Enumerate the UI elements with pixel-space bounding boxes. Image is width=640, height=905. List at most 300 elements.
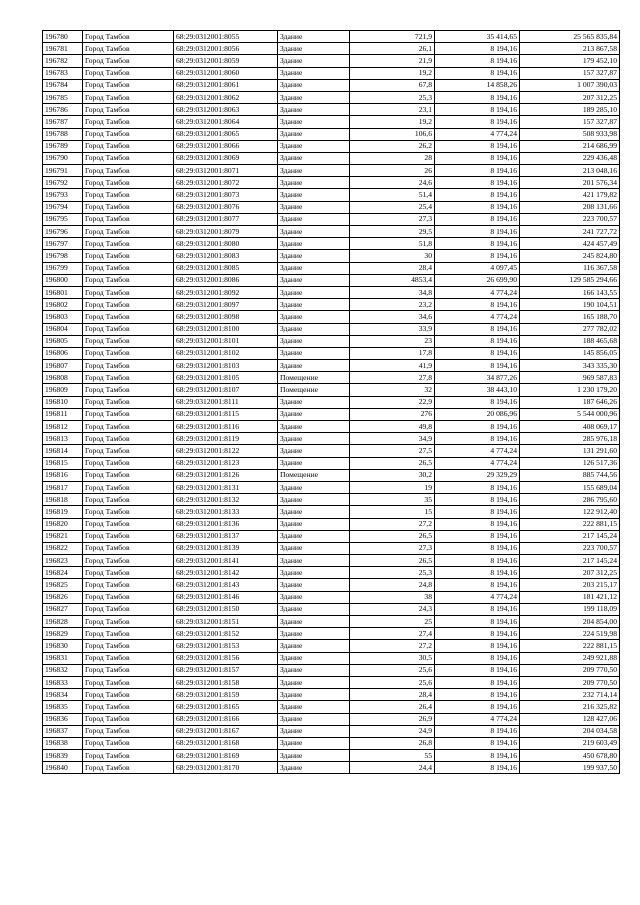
cadastral-number-cell: 68:29:0312001:8065 <box>174 128 278 140</box>
object-type-cell: Здание <box>278 91 350 103</box>
table-row <box>43 396 620 408</box>
cadastral-value-cell: 508 933,98 <box>520 128 620 140</box>
object-type-cell: Здание <box>278 140 350 152</box>
table-row <box>43 652 620 664</box>
area-cell: 26 <box>350 165 435 177</box>
area-cell: 17,8 <box>350 347 435 359</box>
object-type-cell: Здание <box>278 433 350 445</box>
cadastral-value-cell: 25 565 835,84 <box>520 31 620 43</box>
cadastral-value-cell: 129 585 294,66 <box>520 274 620 286</box>
specific-value-cell: 8 194,16 <box>435 104 520 116</box>
cadastral-value-cell: 187 646,26 <box>520 396 620 408</box>
row-id-cell: 196808 <box>43 372 83 384</box>
table-row <box>43 664 620 676</box>
cadastral-value-cell: 223 700,57 <box>520 213 620 225</box>
specific-value-cell: 8 194,16 <box>435 177 520 189</box>
municipality-cell: Город Тамбов <box>83 628 174 640</box>
municipality-cell: Город Тамбов <box>83 189 174 201</box>
municipality-cell: Город Тамбов <box>83 274 174 286</box>
cadastral-number-cell: 68:29:0312001:8122 <box>174 445 278 457</box>
object-type-cell: Здание <box>278 689 350 701</box>
cadastral-value-cell: 969 587,83 <box>520 372 620 384</box>
row-id-cell: 196840 <box>43 762 83 774</box>
object-type-cell: Здание <box>278 701 350 713</box>
municipality-cell: Город Тамбов <box>83 591 174 603</box>
row-id-cell: 196834 <box>43 689 83 701</box>
cadastral-value-cell: 217 145,24 <box>520 555 620 567</box>
row-id-cell: 196782 <box>43 55 83 67</box>
specific-value-cell: 8 194,16 <box>435 152 520 164</box>
municipality-cell: Город Тамбов <box>83 55 174 67</box>
cadastral-number-cell: 68:29:0312001:8102 <box>174 347 278 359</box>
table-row <box>43 421 620 433</box>
municipality-cell: Город Тамбов <box>83 603 174 615</box>
row-id-cell: 196816 <box>43 469 83 481</box>
specific-value-cell: 8 194,16 <box>435 689 520 701</box>
object-type-cell: Здание <box>278 579 350 591</box>
cadastral-value-cell: 214 686,99 <box>520 140 620 152</box>
cadastral-number-cell: 68:29:0312001:8169 <box>174 750 278 762</box>
area-cell: 25,3 <box>350 567 435 579</box>
cadastral-number-cell: 68:29:0312001:8123 <box>174 457 278 469</box>
row-id-cell: 196827 <box>43 603 83 615</box>
table-row <box>43 591 620 603</box>
object-type-cell: Здание <box>278 567 350 579</box>
row-id-cell: 196799 <box>43 262 83 274</box>
object-type-cell: Здание <box>278 250 350 262</box>
row-id-cell: 196787 <box>43 116 83 128</box>
municipality-cell: Город Тамбов <box>83 701 174 713</box>
cadastral-value-cell: 157 327,87 <box>520 116 620 128</box>
object-type-cell: Здание <box>278 640 350 652</box>
table-row <box>43 274 620 286</box>
cadastral-number-cell: 68:29:0312001:8061 <box>174 79 278 91</box>
area-cell: 25,3 <box>350 91 435 103</box>
table-body <box>43 31 620 774</box>
specific-value-cell: 8 194,16 <box>435 579 520 591</box>
object-type-cell: Здание <box>278 408 350 420</box>
table-row <box>43 713 620 725</box>
specific-value-cell: 8 194,16 <box>435 555 520 567</box>
specific-value-cell: 4 774,24 <box>435 311 520 323</box>
object-type-cell: Здание <box>278 421 350 433</box>
cadastral-value-cell: 421 179,82 <box>520 189 620 201</box>
object-type-cell: Здание <box>278 31 350 43</box>
specific-value-cell: 8 194,16 <box>435 762 520 774</box>
cadastral-number-cell: 68:29:0312001:8072 <box>174 177 278 189</box>
area-cell: 4853,4 <box>350 274 435 286</box>
row-id-cell: 196823 <box>43 555 83 567</box>
cadastral-number-cell: 68:29:0312001:8116 <box>174 421 278 433</box>
cadastral-value-cell: 155 689,04 <box>520 481 620 493</box>
area-cell: 26,4 <box>350 701 435 713</box>
specific-value-cell: 8 194,16 <box>435 250 520 262</box>
cadastral-value-cell: 5 544 000,96 <box>520 408 620 420</box>
row-id-cell: 196824 <box>43 567 83 579</box>
cadastral-number-cell: 68:29:0312001:8150 <box>174 603 278 615</box>
specific-value-cell: 35 414,65 <box>435 31 520 43</box>
table-row <box>43 91 620 103</box>
cadastral-number-cell: 68:29:0312001:8157 <box>174 664 278 676</box>
cadastral-number-cell: 68:29:0312001:8060 <box>174 67 278 79</box>
cadastral-number-cell: 68:29:0312001:8115 <box>174 408 278 420</box>
specific-value-cell: 8 194,16 <box>435 165 520 177</box>
cadastral-value-cell: 241 727,72 <box>520 226 620 238</box>
table-row <box>43 457 620 469</box>
cadastral-value-cell: 223 700,57 <box>520 542 620 554</box>
row-id-cell: 196828 <box>43 616 83 628</box>
table-row <box>43 737 620 749</box>
cadastral-value-cell: 450 678,80 <box>520 750 620 762</box>
specific-value-cell: 4 097,45 <box>435 262 520 274</box>
row-id-cell: 196785 <box>43 91 83 103</box>
area-cell: 25,6 <box>350 676 435 688</box>
municipality-cell: Город Тамбов <box>83 165 174 177</box>
area-cell: 27,5 <box>350 445 435 457</box>
cadastral-value-cell: 229 436,48 <box>520 152 620 164</box>
cadastral-value-cell: 209 770,50 <box>520 676 620 688</box>
cadastral-number-cell: 68:29:0312001:8066 <box>174 140 278 152</box>
cadastral-value-cell: 424 457,49 <box>520 238 620 250</box>
table-row <box>43 140 620 152</box>
cadastral-number-cell: 68:29:0312001:8146 <box>174 591 278 603</box>
cadastral-number-cell: 68:29:0312001:8063 <box>174 104 278 116</box>
municipality-cell: Город Тамбов <box>83 737 174 749</box>
municipality-cell: Город Тамбов <box>83 226 174 238</box>
row-id-cell: 196817 <box>43 481 83 493</box>
municipality-cell: Город Тамбов <box>83 128 174 140</box>
area-cell: 23,1 <box>350 104 435 116</box>
row-id-cell: 196786 <box>43 104 83 116</box>
object-type-cell: Здание <box>278 481 350 493</box>
cadastral-number-cell: 68:29:0312001:8168 <box>174 737 278 749</box>
municipality-cell: Город Тамбов <box>83 469 174 481</box>
municipality-cell: Город Тамбов <box>83 201 174 213</box>
municipality-cell: Город Тамбов <box>83 311 174 323</box>
cadastral-value-cell: 277 782,02 <box>520 323 620 335</box>
area-cell: 26,5 <box>350 530 435 542</box>
object-type-cell: Здание <box>278 676 350 688</box>
table-row <box>43 238 620 250</box>
row-id-cell: 196788 <box>43 128 83 140</box>
specific-value-cell: 8 194,16 <box>435 421 520 433</box>
table-row <box>43 433 620 445</box>
specific-value-cell: 8 194,16 <box>435 226 520 238</box>
area-cell: 19,2 <box>350 116 435 128</box>
cadastral-value-cell: 222 881,15 <box>520 640 620 652</box>
area-cell: 27,4 <box>350 628 435 640</box>
municipality-cell: Город Тамбов <box>83 347 174 359</box>
object-type-cell: Здание <box>278 311 350 323</box>
cadastral-value-cell: 209 770,50 <box>520 664 620 676</box>
cadastral-number-cell: 68:29:0312001:8101 <box>174 335 278 347</box>
object-type-cell: Здание <box>278 506 350 518</box>
area-cell: 22,9 <box>350 396 435 408</box>
municipality-cell: Город Тамбов <box>83 384 174 396</box>
cadastral-value-cell: 179 452,10 <box>520 55 620 67</box>
specific-value-cell: 4 774,24 <box>435 445 520 457</box>
row-id-cell: 196809 <box>43 384 83 396</box>
area-cell: 55 <box>350 750 435 762</box>
cadastral-value-cell: 122 912,40 <box>520 506 620 518</box>
specific-value-cell: 8 194,16 <box>435 664 520 676</box>
cadastral-number-cell: 68:29:0312001:8139 <box>174 542 278 554</box>
table-row <box>43 213 620 225</box>
table-row <box>43 43 620 55</box>
specific-value-cell: 26 699,90 <box>435 274 520 286</box>
specific-value-cell: 8 194,16 <box>435 603 520 615</box>
municipality-cell: Город Тамбов <box>83 360 174 372</box>
area-cell: 51,4 <box>350 189 435 201</box>
row-id-cell: 196783 <box>43 67 83 79</box>
municipality-cell: Город Тамбов <box>83 555 174 567</box>
table-row <box>43 335 620 347</box>
area-cell: 24,6 <box>350 177 435 189</box>
municipality-cell: Город Тамбов <box>83 262 174 274</box>
area-cell: 27,3 <box>350 542 435 554</box>
cadastral-number-cell: 68:29:0312001:8165 <box>174 701 278 713</box>
specific-value-cell: 8 194,16 <box>435 518 520 530</box>
cadastral-number-cell: 68:29:0312001:8085 <box>174 262 278 274</box>
specific-value-cell: 8 194,16 <box>435 238 520 250</box>
cadastral-value-cell: 408 069,17 <box>520 421 620 433</box>
cadastral-number-cell: 68:29:0312001:8055 <box>174 31 278 43</box>
cadastral-number-cell: 68:29:0312001:8166 <box>174 713 278 725</box>
area-cell: 30 <box>350 250 435 262</box>
cadastral-value-cell: 1 007 390,03 <box>520 79 620 91</box>
row-id-cell: 196819 <box>43 506 83 518</box>
table-row <box>43 165 620 177</box>
cadastral-value-cell: 207 312,25 <box>520 91 620 103</box>
area-cell: 21,9 <box>350 55 435 67</box>
cadastral-value-cell: 190 104,51 <box>520 299 620 311</box>
area-cell: 38 <box>350 591 435 603</box>
row-id-cell: 196818 <box>43 494 83 506</box>
cadastral-number-cell: 68:29:0312001:8170 <box>174 762 278 774</box>
cadastral-number-cell: 68:29:0312001:8119 <box>174 433 278 445</box>
cadastral-number-cell: 68:29:0312001:8079 <box>174 226 278 238</box>
object-type-cell: Здание <box>278 445 350 457</box>
table-row <box>43 518 620 530</box>
specific-value-cell: 8 194,16 <box>435 530 520 542</box>
cadastral-number-cell: 68:29:0312001:8069 <box>174 152 278 164</box>
area-cell: 33,9 <box>350 323 435 335</box>
table-row <box>43 506 620 518</box>
object-type-cell: Помещение <box>278 384 350 396</box>
row-id-cell: 196790 <box>43 152 83 164</box>
object-type-cell: Здание <box>278 128 350 140</box>
object-type-cell: Здание <box>278 628 350 640</box>
object-type-cell: Здание <box>278 762 350 774</box>
object-type-cell: Здание <box>278 79 350 91</box>
cadastral-value-cell: 189 285,10 <box>520 104 620 116</box>
cadastral-number-cell: 68:29:0312001:8086 <box>174 274 278 286</box>
area-cell: 23 <box>350 335 435 347</box>
specific-value-cell: 4 774,24 <box>435 128 520 140</box>
area-cell: 28 <box>350 152 435 164</box>
cadastral-number-cell: 68:29:0312001:8132 <box>174 494 278 506</box>
table-row <box>43 299 620 311</box>
municipality-cell: Город Тамбов <box>83 664 174 676</box>
specific-value-cell: 8 194,16 <box>435 433 520 445</box>
municipality-cell: Город Тамбов <box>83 299 174 311</box>
area-cell: 721,9 <box>350 31 435 43</box>
row-id-cell: 196825 <box>43 579 83 591</box>
specific-value-cell: 29 329,29 <box>435 469 520 481</box>
table-row <box>43 116 620 128</box>
row-id-cell: 196810 <box>43 396 83 408</box>
row-id-cell: 196780 <box>43 31 83 43</box>
table-row <box>43 31 620 43</box>
object-type-cell: Здание <box>278 67 350 79</box>
specific-value-cell: 8 194,16 <box>435 189 520 201</box>
table-row <box>43 201 620 213</box>
row-id-cell: 196814 <box>43 445 83 457</box>
area-cell: 41,9 <box>350 360 435 372</box>
object-type-cell: Здание <box>278 104 350 116</box>
area-cell: 49,8 <box>350 421 435 433</box>
cadastral-value-cell: 188 465,68 <box>520 335 620 347</box>
cadastral-value-cell: 165 188,70 <box>520 311 620 323</box>
row-id-cell: 196802 <box>43 299 83 311</box>
municipality-cell: Город Тамбов <box>83 530 174 542</box>
specific-value-cell: 8 194,16 <box>435 750 520 762</box>
table-row <box>43 67 620 79</box>
object-type-cell: Здание <box>278 177 350 189</box>
municipality-cell: Город Тамбов <box>83 640 174 652</box>
row-id-cell: 196812 <box>43 421 83 433</box>
row-id-cell: 196837 <box>43 725 83 737</box>
specific-value-cell: 8 194,16 <box>435 628 520 640</box>
specific-value-cell: 8 194,16 <box>435 116 520 128</box>
specific-value-cell: 8 194,16 <box>435 701 520 713</box>
row-id-cell: 196793 <box>43 189 83 201</box>
object-type-cell: Здание <box>278 116 350 128</box>
row-id-cell: 196829 <box>43 628 83 640</box>
area-cell: 67,8 <box>350 79 435 91</box>
cadastral-value-cell: 217 145,24 <box>520 530 620 542</box>
row-id-cell: 196792 <box>43 177 83 189</box>
table-row <box>43 128 620 140</box>
object-type-cell: Здание <box>278 603 350 615</box>
area-cell: 34,8 <box>350 286 435 298</box>
row-id-cell: 196807 <box>43 360 83 372</box>
cadastral-value-cell: 286 795,60 <box>520 494 620 506</box>
area-cell: 26,2 <box>350 140 435 152</box>
object-type-cell: Здание <box>278 165 350 177</box>
area-cell: 30,5 <box>350 652 435 664</box>
municipality-cell: Город Тамбов <box>83 433 174 445</box>
table-row <box>43 676 620 688</box>
area-cell: 27,8 <box>350 372 435 384</box>
municipality-cell: Город Тамбов <box>83 67 174 79</box>
cadastral-value-cell: 224 519,98 <box>520 628 620 640</box>
cadastral-number-cell: 68:29:0312001:8136 <box>174 518 278 530</box>
area-cell: 24,9 <box>350 725 435 737</box>
row-id-cell: 196831 <box>43 652 83 664</box>
table-row <box>43 494 620 506</box>
table-row <box>43 555 620 567</box>
row-id-cell: 196784 <box>43 79 83 91</box>
cadastral-number-cell: 68:29:0312001:8056 <box>174 43 278 55</box>
municipality-cell: Город Тамбов <box>83 152 174 164</box>
table-row <box>43 567 620 579</box>
cadastral-number-cell: 68:29:0312001:8073 <box>174 189 278 201</box>
row-id-cell: 196803 <box>43 311 83 323</box>
municipality-cell: Город Тамбов <box>83 762 174 774</box>
cadastral-number-cell: 68:29:0312001:8131 <box>174 481 278 493</box>
area-cell: 34,9 <box>350 433 435 445</box>
row-id-cell: 196795 <box>43 213 83 225</box>
cadastral-number-cell: 68:29:0312001:8100 <box>174 323 278 335</box>
cadastral-number-cell: 68:29:0312001:8097 <box>174 299 278 311</box>
row-id-cell: 196838 <box>43 737 83 749</box>
table-row <box>43 372 620 384</box>
specific-value-cell: 8 194,16 <box>435 299 520 311</box>
cadastral-value-cell: 249 921,88 <box>520 652 620 664</box>
object-type-cell: Здание <box>278 286 350 298</box>
object-type-cell: Здание <box>278 457 350 469</box>
cadastral-value-cell: 1 230 179,20 <box>520 384 620 396</box>
object-type-cell: Здание <box>278 555 350 567</box>
area-cell: 23,2 <box>350 299 435 311</box>
row-id-cell: 196796 <box>43 226 83 238</box>
specific-value-cell: 8 194,16 <box>435 43 520 55</box>
row-id-cell: 196811 <box>43 408 83 420</box>
object-type-cell: Здание <box>278 262 350 274</box>
municipality-cell: Город Тамбов <box>83 506 174 518</box>
object-type-cell: Здание <box>278 542 350 554</box>
municipality-cell: Город Тамбов <box>83 250 174 262</box>
object-type-cell: Здание <box>278 737 350 749</box>
cadastral-value-cell: 166 143,55 <box>520 286 620 298</box>
cadastral-number-cell: 68:29:0312001:8142 <box>174 567 278 579</box>
specific-value-cell: 8 194,16 <box>435 494 520 506</box>
object-type-cell: Здание <box>278 213 350 225</box>
specific-value-cell: 8 194,16 <box>435 640 520 652</box>
municipality-cell: Город Тамбов <box>83 518 174 530</box>
cadastral-number-cell: 68:29:0312001:8062 <box>174 91 278 103</box>
object-type-cell: Здание <box>278 591 350 603</box>
row-id-cell: 196839 <box>43 750 83 762</box>
specific-value-cell: 8 194,16 <box>435 676 520 688</box>
table-row <box>43 725 620 737</box>
area-cell: 25 <box>350 616 435 628</box>
object-type-cell: Здание <box>278 189 350 201</box>
cadastral-number-cell: 68:29:0312001:8105 <box>174 372 278 384</box>
specific-value-cell: 8 194,16 <box>435 213 520 225</box>
cadastral-number-cell: 68:29:0312001:8151 <box>174 616 278 628</box>
cadastral-value-cell: 219 603,49 <box>520 737 620 749</box>
cadastral-number-cell: 68:29:0312001:8158 <box>174 676 278 688</box>
table-row <box>43 286 620 298</box>
municipality-cell: Город Тамбов <box>83 213 174 225</box>
municipality-cell: Город Тамбов <box>83 445 174 457</box>
area-cell: 35 <box>350 494 435 506</box>
table-row <box>43 408 620 420</box>
cadastral-number-cell: 68:29:0312001:8152 <box>174 628 278 640</box>
cadastral-value-cell: 222 881,15 <box>520 518 620 530</box>
cadastral-value-cell: 232 714,14 <box>520 689 620 701</box>
municipality-cell: Город Тамбов <box>83 238 174 250</box>
row-id-cell: 196813 <box>43 433 83 445</box>
cadastral-value-cell: 145 856,05 <box>520 347 620 359</box>
object-type-cell: Здание <box>278 616 350 628</box>
row-id-cell: 196830 <box>43 640 83 652</box>
area-cell: 34,6 <box>350 311 435 323</box>
municipality-cell: Город Тамбов <box>83 31 174 43</box>
row-id-cell: 196806 <box>43 347 83 359</box>
